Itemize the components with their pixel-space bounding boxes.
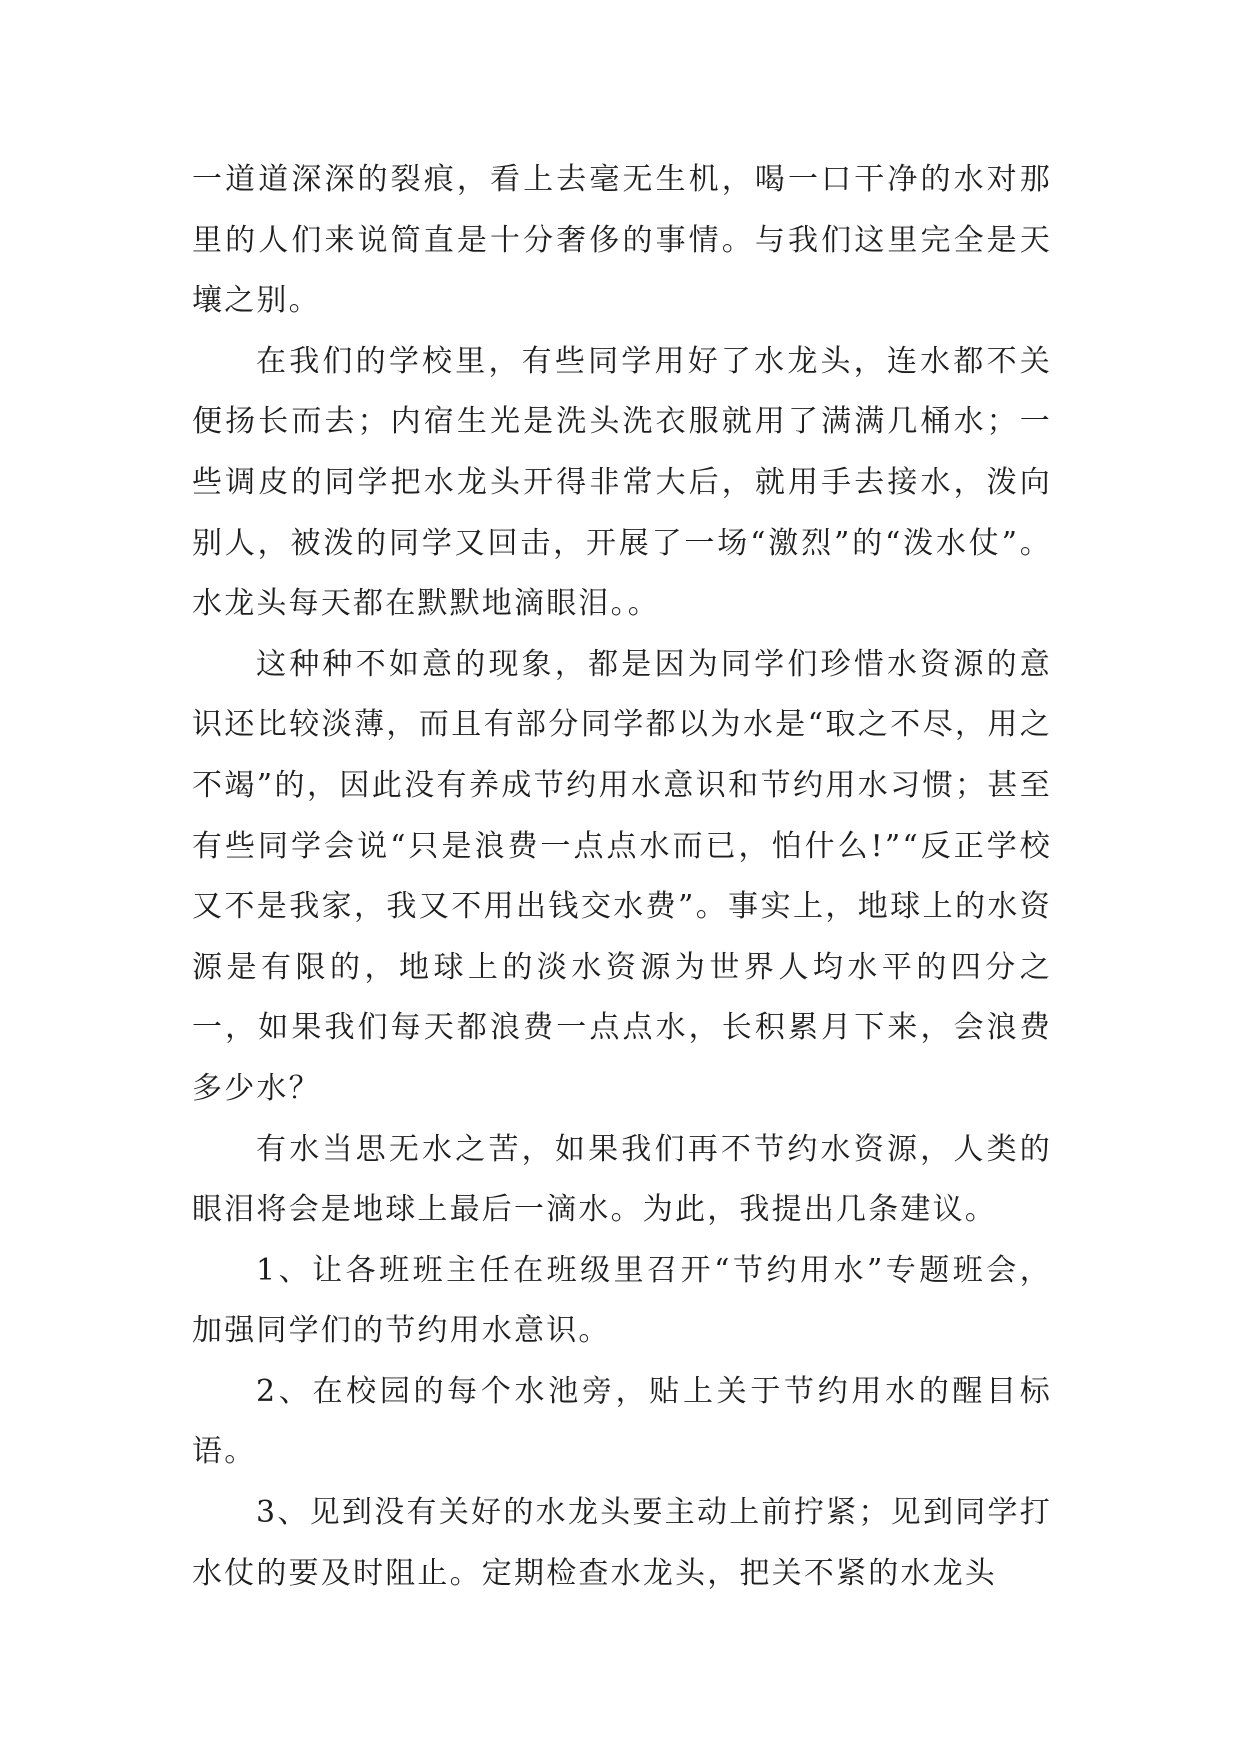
paragraph-awareness: 这种种不如意的现象，都是因为同学们珍惜水资源的意识还比较淡薄，而且有部分同学都以为水是“取之不尽，用之不竭”的，因此没有养成节约用水意识和节约用水习惯；甚至有些同学会说“只是浪费一点点水而已，怕什么!”“反正学校又不是我家，我又不用出钱交水费”。事实上，地球上的水资源是有限的，地球上的淡水资源为世界人均水平的四分之一，如果我们每天都浪费一点点水，长积累月下来，会浪费多少水？ (192, 646, 1052, 1106)
body-text (192, 150, 1052, 1604)
paragraph-continuation: 一道道深深的裂痕，看上去毫无生机，喝一口干净的水对那里的人们来说简直是十分奢侈的事情。与我们这里完全是天壤之别。 (192, 162, 1052, 319)
paragraph-suggestion-3: 3、见到没有关好的水龙头要主动上前拧紧；见到同学打水仗的要及时阻止。定期检查水龙头，把关不紧的水龙头 (192, 1495, 1052, 1591)
paragraph-school-waste: 在我们的学校里，有些同学用好了水龙头，连水都不关便扬长而去；内宿生光是洗头洗衣服就用了满满几桶水；一些调皮的同学把水龙头开得非常大后，就用手去接水，泼向别人，被泼的同学又回击，开展了一场“激烈”的“泼水仗”。水龙头每天都在默默地滴眼泪。。 (192, 343, 1052, 622)
paragraph-proposal-intro: 有水当思无水之苦，如果我们再不节约水资源，人类的眼泪将会是地球上最后一滴水。为此，我提出几条建议。 (192, 1131, 1052, 1228)
paragraph-suggestion-2: 2、在校园的每个水池旁，贴上关于节约用水的醒目标语。 (192, 1373, 1052, 1470)
paragraph-suggestion-1: 1、让各班班主任在班级里召开“节约用水”专题班会，加强同学们的节约用水意识。 (192, 1252, 1052, 1349)
